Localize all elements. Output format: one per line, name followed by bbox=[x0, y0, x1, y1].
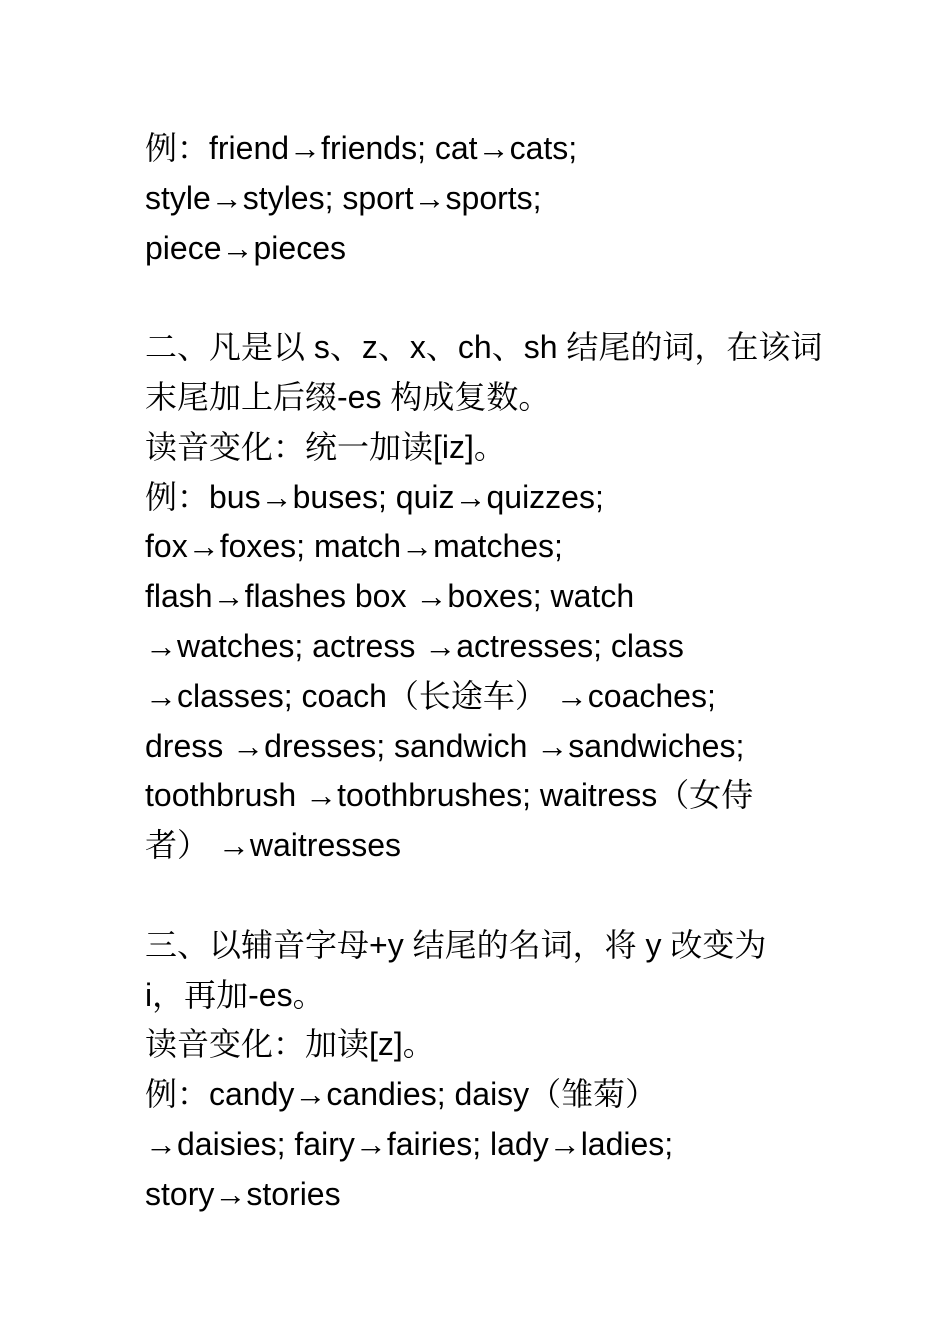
pronunciation-line: 读音变化：加读[z]。 bbox=[145, 1026, 435, 1063]
paragraph-spacer bbox=[145, 871, 825, 921]
example-line: style→styles; sport→sports; bbox=[145, 179, 542, 216]
example-line: →daisies; fairy→fairies; lady→ladies; bbox=[145, 1125, 674, 1162]
example-line: story→stories bbox=[145, 1175, 341, 1212]
example-line: 者） →waitresses bbox=[145, 827, 402, 864]
example-line: flash→flashes box →boxes; watch bbox=[145, 578, 635, 615]
example-line: →classes; coach（长途车） →coaches; bbox=[145, 677, 716, 714]
rule-heading-line: 二、凡是以 s、z、x、ch、sh 结尾的词，在该词 bbox=[145, 329, 823, 366]
pronunciation-line: 读音变化：统一加读[iz]。 bbox=[145, 428, 506, 465]
example-line: →watches; actress →actresses; class bbox=[145, 627, 684, 664]
example-line: 例：bus→buses; quiz→quizzes; bbox=[145, 478, 604, 515]
paragraph-spacer bbox=[145, 273, 825, 323]
example-line: 例：friend→friends; cat→cats; bbox=[145, 130, 578, 166]
example-line: 例：candy→candies; daisy（雏菊） bbox=[145, 1076, 658, 1113]
example-line: fox→foxes; match→matches; bbox=[145, 528, 563, 565]
rule-heading-line: 三、以辅音字母+y 结尾的名词，将 y 改变为 bbox=[145, 926, 767, 963]
rule-heading-line: 末尾加上后缀-es 构成复数。 bbox=[145, 378, 551, 415]
document-body bbox=[145, 124, 825, 1220]
example-line: toothbrush →toothbrushes; waitress（女侍 bbox=[145, 777, 754, 814]
example-line: piece→pieces bbox=[145, 229, 346, 266]
section-3 bbox=[145, 921, 825, 1220]
rule-heading-line: i，再加-es。 bbox=[145, 976, 325, 1013]
section-2 bbox=[145, 323, 825, 871]
section-1 bbox=[145, 124, 825, 273]
example-line: dress →dresses; sandwich →sandwiches; bbox=[145, 727, 745, 764]
